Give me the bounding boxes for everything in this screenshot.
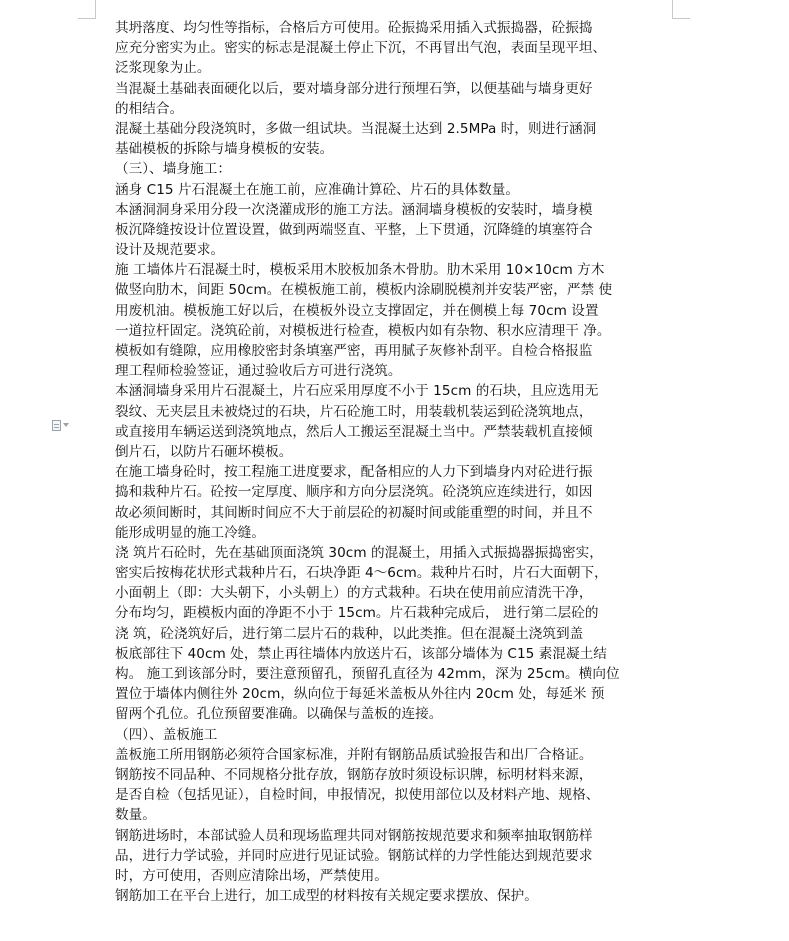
text-line: 分布均匀，距模板内面的净距不小于 15cm。片石栽种完成后， 进行第二层砼的	[115, 605, 599, 622]
text-line: 是否自检（包括见证），自检时间，申报情况，拟使用部位以及材料产地、规格、	[115, 787, 600, 804]
text-line: 倒片石，以防片石砸坏模板。	[115, 443, 293, 460]
text-line: 钢筋加工在平台上进行，加工成型的材料按有关规定要求摆放、保护。	[115, 888, 538, 905]
text-line: 的相结合。	[115, 100, 184, 117]
text-line: 应充分密实为止。密实的标志是混凝土停止下沉，不再冒出气泡，表面呈现平坦、	[115, 40, 607, 57]
section-heading: （三）、墙身施工：	[115, 161, 231, 178]
text-line: 施 工墙体片石混凝土时，模板采用木胶板加条木骨肋。肋木采用 10×10cm 方木	[115, 262, 605, 279]
text-line: 浇 筑片石砼时，先在基础顶面浇筑 30cm 的混凝土，用插入式振捣器振捣密实，	[115, 544, 603, 561]
text-line: 一道拉杆固定。浇筑砼前，对模板进行检查，模板内如有杂物、积水应清理干 净。	[115, 322, 611, 339]
text-line: 用废机油。模板施工好以后，在模板外设立支撑固定，并在侧模上每 70cm 设置	[115, 302, 599, 319]
text-line: 或直接用车辆运送到浇筑地点，然后人工搬运至混凝土当中。严禁装载机直接倾	[115, 423, 593, 440]
text-line: 置位于墙体内侧往外 20cm，纵向位于每延米盖板从外往内 20cm 处，每延米 预	[115, 686, 605, 703]
text-line: 做竖向肋木，间距 50cm。在模板施工前，模板内涂刷脱模剂并安装严密，严禁 使	[115, 282, 613, 299]
page-sheet-icon	[52, 420, 61, 431]
text-line: 涵身 C15 片石混凝土在施工前，应准确计算砼、片石的具体数量。	[115, 181, 520, 198]
text-line: 故必须间断时，其间断时间应不大于前层砼的初凝时间或能重塑的时间，并且不	[115, 504, 593, 521]
text-line: 本涵洞洞身采用分段一次浇灌成形的施工方法。涵洞墙身模板的安装时，墙身模	[115, 201, 593, 218]
margin-mark-top-right-vertical	[672, 0, 673, 18]
text-line: 板底部往下 40cm 处，禁止再往墙体内放送片石，该部分墙体为 C15 素混凝土结	[115, 645, 607, 662]
margin-mark-top-left-horizontal	[78, 18, 96, 19]
text-line: 钢筋进场时，本部试验人员和现场监理共同对钢筋按规范要求和频率抽取钢筋样	[115, 827, 593, 844]
margin-mark-top-left-vertical	[95, 0, 96, 18]
chevron-down-icon	[63, 423, 69, 427]
document-body	[115, 18, 675, 906]
text-line: 泛浆现象为止。	[115, 60, 211, 77]
text-line: 捣和栽种片石。砼按一定厚度、顺序和方向分层浇筑。砼浇筑应连续进行，如因	[115, 484, 593, 501]
text-line: 时，方可使用，否则应清除出场，严禁使用。	[115, 867, 388, 884]
text-line: 混凝土基础分段浇筑时，多做一组试块。当混凝土达到 2.5MPa 时，则进行涵洞	[115, 120, 597, 137]
text-line: 基础模板的拆除与墙身模板的安装。	[115, 141, 334, 158]
text-line: 裂纹、无夹层且未被烧过的石块，片石砼施工时，用装载机装运到砼浇筑地点，	[115, 403, 593, 420]
text-line: 模板如有缝隙，应用橡胶密封条填塞严密，再用腻子灰修补刮平。自检合格报监	[115, 343, 593, 359]
text-line: 当混凝土基础表面硬化以后，要对墙身部分进行预埋石笋，以便基础与墙身更好	[115, 80, 593, 97]
section-heading: （四）、盖板施工	[115, 726, 218, 743]
text-line: 数量。	[115, 807, 156, 824]
text-line: 品，进行力学试验，并同时应进行见证试验。钢筋试样的力学性能达到规范要求	[115, 847, 593, 864]
text-line: 构。 施工到该部分时，要注意预留孔，预留孔直径为 42mm，深为 25cm。横向位	[115, 666, 620, 682]
text-line: 浇 筑，砼浇筑好后，进行第二层片石的栽种，以此类推。但在混凝土浇筑到盖	[115, 625, 584, 642]
text-line: 钢筋按不同品种、不同规格分批存放，钢筋存放时须设标识牌，标明材料来源，	[115, 766, 593, 783]
text-line: 其坍落度、均匀性等指标，合格后方可使用。砼振捣采用插入式振捣器，砼振捣	[115, 20, 593, 36]
text-line: 在施工墙身砼时，按工程施工进度要求，配备相应的人力下到墙身内对砼进行振	[115, 464, 593, 481]
text-line: 本涵洞墙身采用片石混凝土，片石应采用厚度不小于 15cm 的石块，且应选用无	[115, 383, 599, 400]
text-line: 设计及规范要求。	[115, 242, 225, 259]
text-line: 理工程师检验签证，通过验收后方可进行浇筑。	[115, 363, 402, 380]
text-line: 板沉降缝按设计位置设置，做到两端竖直、平整，上下贯通，沉降缝的填塞符合	[115, 221, 593, 238]
text-line: 密实后按梅花状形式栽种片石，石块净距 4～6cm。栽种片石时，片石大面朝下，	[115, 565, 608, 582]
text-line: 留两个孔位。孔位预留要准确。以确保与盖板的连接。	[115, 706, 443, 723]
text-line: 小面朝上（即：大头朝下，小头朝上）的方式栽种。石块在使用前应清洗干净，	[115, 585, 593, 602]
document-icon[interactable]	[52, 418, 76, 432]
text-line: 盖板施工所用钢筋必须符合国家标准，并附有钢筋品质试验报告和出厂合格证。	[115, 746, 593, 763]
text-line: 能形成明显的施工冷缝。	[115, 524, 266, 541]
